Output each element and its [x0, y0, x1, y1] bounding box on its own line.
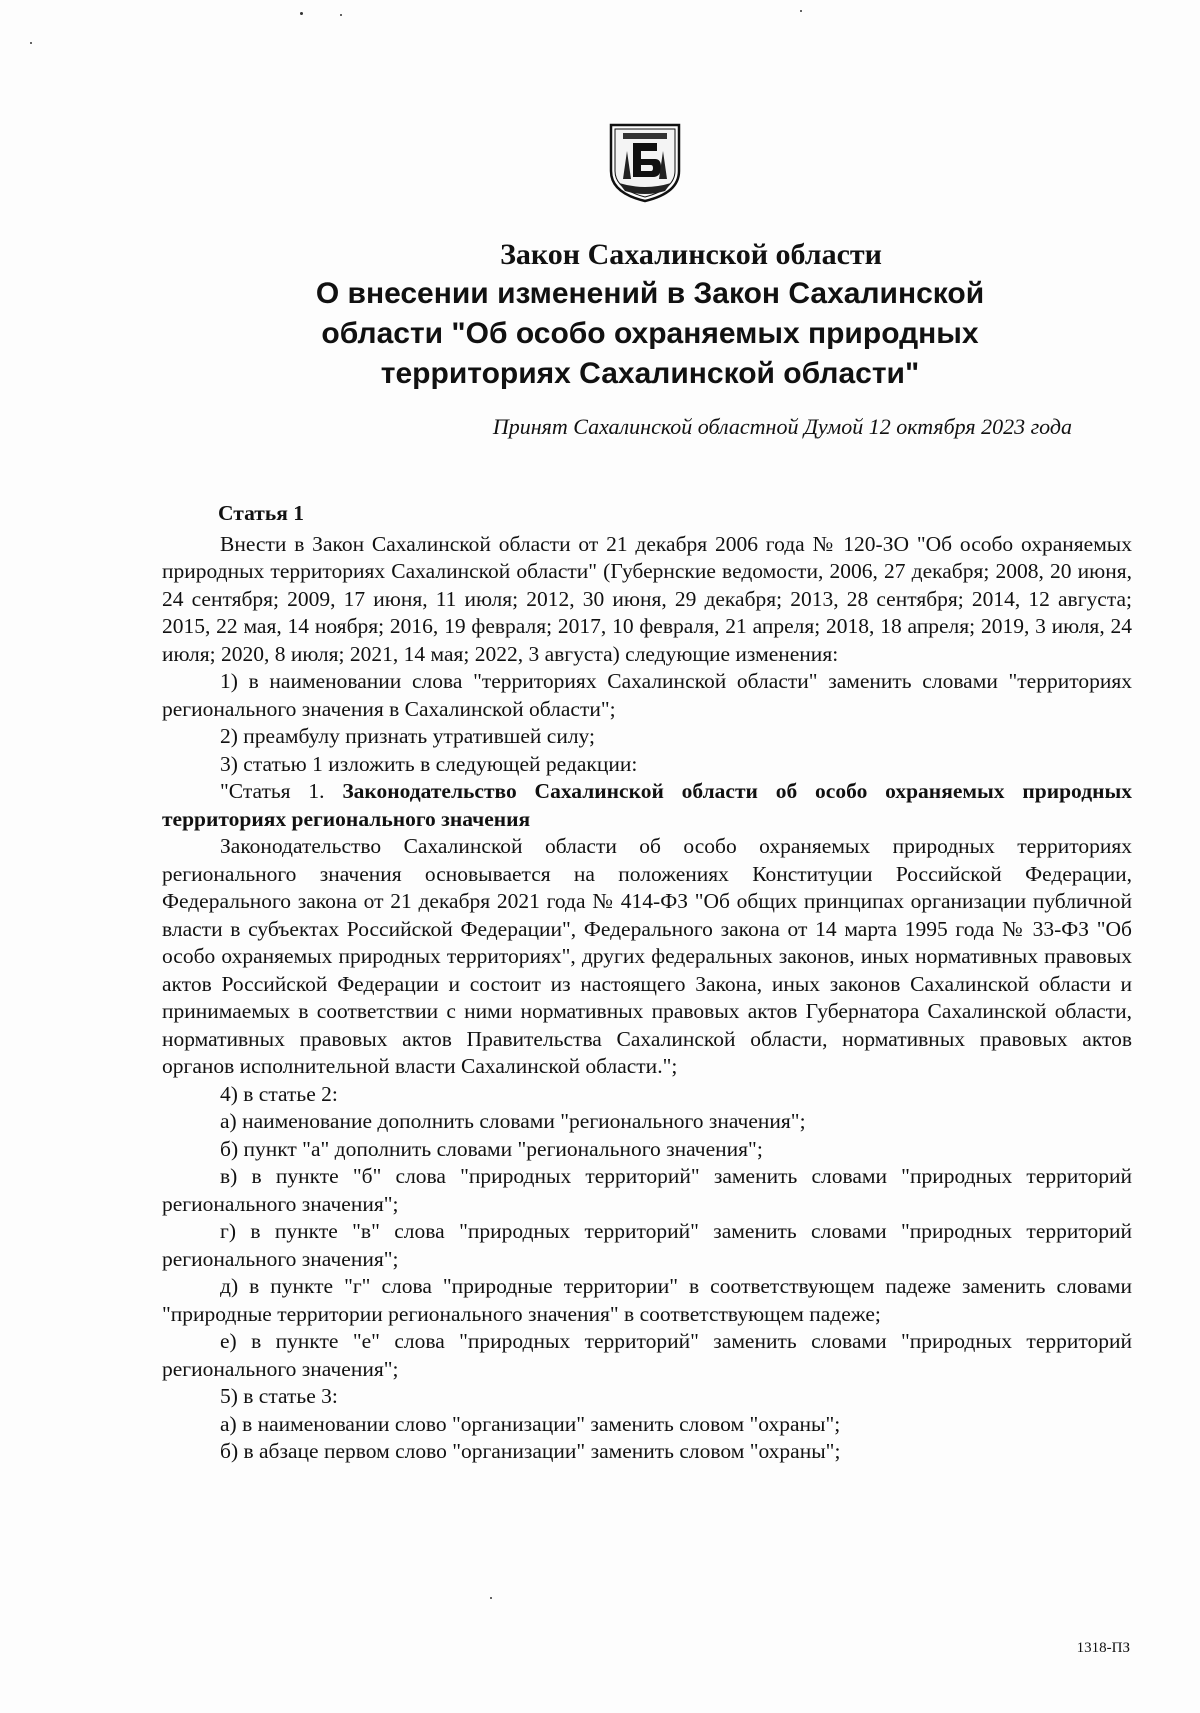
new-article-prefix: "Статья 1.: [220, 779, 343, 803]
amendment-item-4a: а) наименование дополнить словами "регионального значения";: [220, 1109, 806, 1133]
document-number: 1318-ПЗ: [1076, 1640, 1130, 1656]
article-intro: Внести в Закон Сахалинской области от 21 декабря 2006 года № 120-ЗО "Об особо охраняемых природных территориях Сахалинской области" (Губернские ведомости, 2006, 27 декабря; 2008, 20 июня, 24 сентября; 2009, 17 июня, 11 июля; 2012, 30 июня, 29 декабря; 2013, 28 сентября; 2014, 12 августа; 2015, 22 мая, 14 ноября; 2016, 19 февраля; 2017, 10 февраля, 21 апреля; 2018, 18 апреля; 2019, 3 июля, 24 июля; 2020, 8 июля; 2021, 14 мая; 2022, 3 августа) следующие изменения:: [162, 531, 1132, 666]
title-line-3: области "Об особо охраняемых природных: [321, 317, 979, 350]
scan-speck: [300, 12, 303, 15]
new-article-heading: [162, 778, 1132, 833]
amendment-item-4d: д) в пункте "г" слова "природные территории" в соответствующем падеже заменить словами "природные территории регионального значения" в соответствующем падеже;: [162, 1274, 1132, 1326]
new-article-text: Законодательство Сахалинской области об особо охраняемых природных территориях регионального значения основывается на положениях Конституции Российской Федерации, Федерального закона от 21 декабря 2021 года № 414-ФЗ "Об общих принципах организации публичной власти в субъектах Российской Федерации", Федерального закона от 14 марта 1995 года № 33-ФЗ "Об особо охраняемых природных территориях", других федеральных законов, иных нормативных правовых актов Российской Федерации и состоит из настоящего Закона, иных законов Сахалинской области и принимаемых в соответствии с ними нормативных правовых актов Губернатора Сахалинской области, нормативных правовых актов Правительства Сахалинской области, нормативных правовых актов органов исполнительной власти Сахалинской области.";: [162, 834, 1132, 1078]
amendment-item-4g: г) в пункте "в" слова "природных территорий" заменить словами "природных территорий регионального значения";: [162, 1219, 1132, 1271]
amendment-item-1: 1) в наименовании слова "территориях Сахалинской области" заменить словами "территориях регионального значения в Сахалинской области";: [162, 669, 1132, 721]
scan-speck: [30, 42, 32, 44]
amendment-item-4b: б) пункт "а" дополнить словами "регионального значения";: [220, 1136, 763, 1161]
scan-speck: [490, 1597, 492, 1599]
document-body: [162, 500, 1132, 1466]
document-title: [200, 237, 1100, 393]
article-heading: Статья 1: [218, 501, 304, 525]
coat-of-arms-icon: [605, 121, 685, 204]
scan-speck: [340, 14, 342, 16]
adoption-note: Принят Сахалинской областной Думой 12 октября 2023 года: [492, 414, 1072, 439]
amendment-item-4: 4) в статье 2:: [220, 1081, 338, 1106]
title-line-1: Закон Сахалинской области: [500, 238, 882, 271]
amendment-item-2: 2) преамбулу признать утратившей силу;: [220, 724, 595, 748]
amendment-item-5a: а) в наименовании слово "организации" заменить словом "охраны";: [220, 1411, 841, 1436]
amendment-item-3: 3) статью 1 изложить в следующей редакции:: [220, 751, 638, 776]
amendment-item-5b: б) в абзаце первом слово "организации" заменить словом "охраны";: [220, 1439, 841, 1463]
amendment-item-5: 5) в статье 3:: [220, 1384, 338, 1408]
new-article-title: Законодательство Сахалинской области об особо охраняемых природных территориях регионального значения: [162, 779, 1132, 831]
amendment-item-4e: е) в пункте "е" слова "природных территорий" заменить словами "природных территорий регионального значения";: [162, 1329, 1132, 1381]
amendment-item-4v: в) в пункте "б" слова "природных территорий" заменить словами "природных территорий регионального значения";: [162, 1164, 1132, 1216]
title-line-4: территориях Сахалинской области": [380, 357, 920, 390]
title-line-2: О внесении изменений в Закон Сахалинской: [315, 277, 985, 310]
scan-speck: [800, 10, 802, 12]
